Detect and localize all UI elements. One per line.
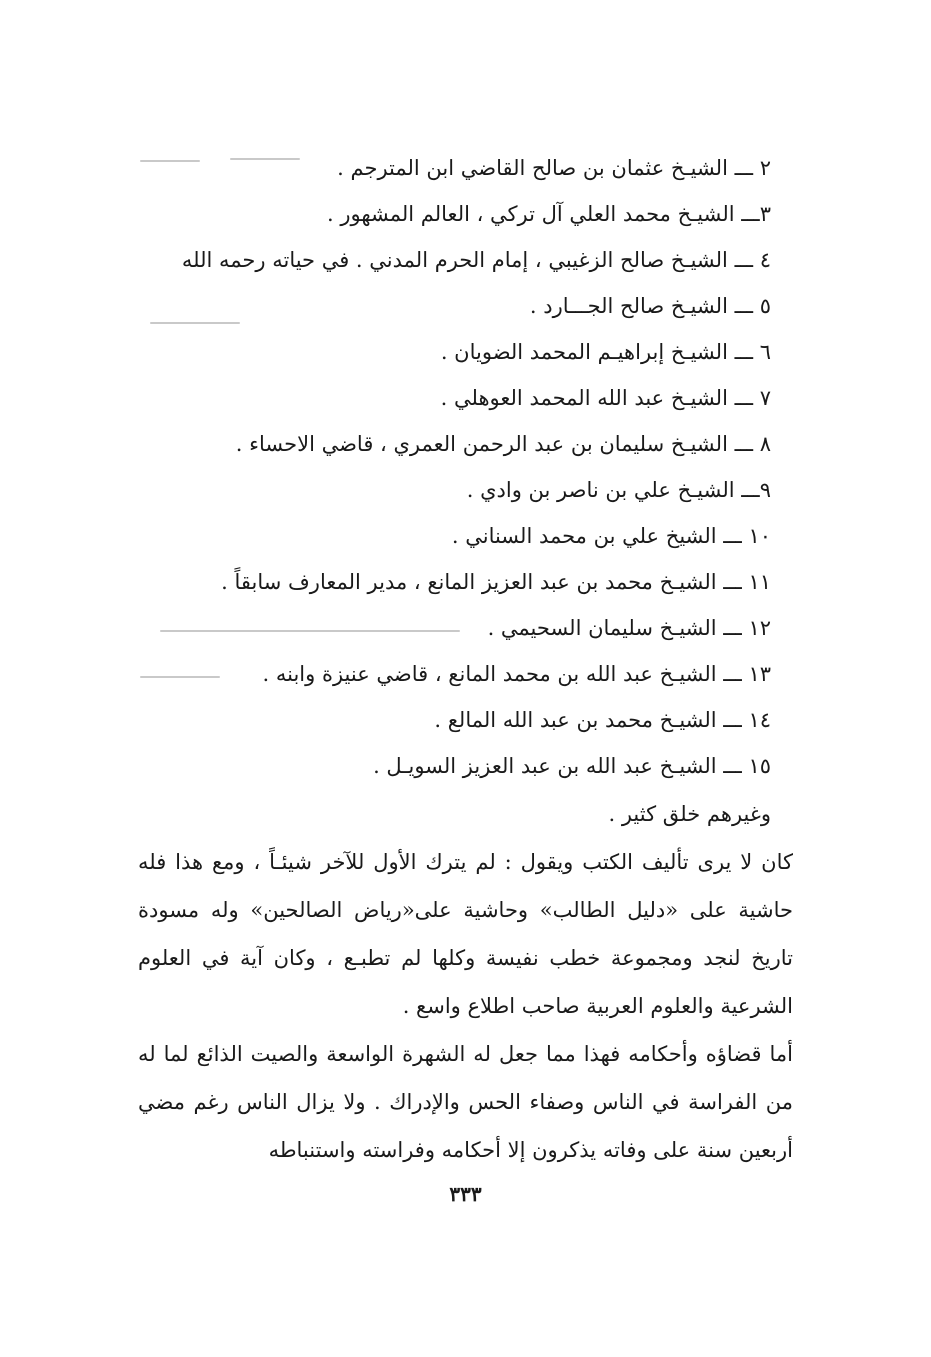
scan-noise (160, 630, 460, 632)
scan-noise (230, 158, 300, 160)
list-item: ١٠ ـــ الشيخ علي بن محمد السناني . (451, 524, 771, 548)
list-item: ٨ ـــ الشيـخ سليمان بن عبد الرحمن العمري ، قاضي الاحساء . (235, 432, 771, 456)
scan-noise (140, 676, 220, 678)
paragraph: كان لا يرى تأليف الكتب ويقول : لم يترك الأول للآخر شيئـاً ، ومع هذا فله حاشية على «دليل الطالب» وحاشية على«رياض الصالحين» وله مسودة تاريخ لنجد ومجموعة خطب نفيسة وكلها لم تطبـع ، وكان آية في العلوم الشرعية والعلوم العربية صاحب اطلاع واسع . (138, 850, 793, 1018)
list-item: ٦ ـــ الشيـخ إبراهيـم المحمد الضويان . (440, 340, 771, 364)
list-item: ١٢ ـــ الشيـخ سليمان السحيمي . (487, 616, 771, 640)
list-item: ٣ـــ الشيـخ محمد العلي آل تركي ، العالم المشهور . (326, 202, 771, 226)
list-item: ٤ ـــ الشيـخ صالح الزغيبي ، إمام الحرم المدني . في حياته رحمه الله (181, 248, 771, 272)
page-number: ٣٣٣ (449, 1182, 482, 1206)
list-item: ١١ ـــ الشيـخ محمد بن عبد العزيز المانع ، مدير المعارف سابقاً . (221, 570, 771, 594)
list-item: ١٤ ـــ الشيـخ محمد بن عبد الله المالع . (434, 708, 771, 732)
list-item: ١٥ ـــ الشيـخ عبد الله بن عبد العزيز السويـل . (373, 754, 771, 778)
scholar-list (131, 150, 771, 794)
scan-noise (140, 160, 200, 162)
list-item: ٢ ـــ الشيـخ عثمان بن صالح القاضي ابن المترجم . (337, 156, 771, 180)
list-item: ٧ ـــ الشيـخ عبد الله المحمد العوهلي . (440, 386, 771, 410)
paragraph: أما قضاؤه وأحكامه فهذا مما جعل له الشهرة الواسعة والصيت الذائع لما له من الفراسة في الناس وصفاء الحس والإدراك . ولا يزال الناس رغم مضي أربعين سنة على وفاته يذكرون إلا أحكامه وفراسته واستنباطه (138, 1042, 793, 1162)
list-item: ٩ـــ الشيـخ علي بن ناصر بن وادي . (466, 478, 771, 502)
list-item: ١٣ ـــ الشيـخ عبد الله بن محمد المانع ، قاضي عنيزة وابنه . (262, 662, 771, 686)
scan-noise (150, 322, 240, 324)
list-closing-line: وغيرهم خلق كثير . (608, 802, 771, 826)
list-item: ٥ ـــ الشيـخ صالح الجـــارد . (529, 294, 771, 318)
